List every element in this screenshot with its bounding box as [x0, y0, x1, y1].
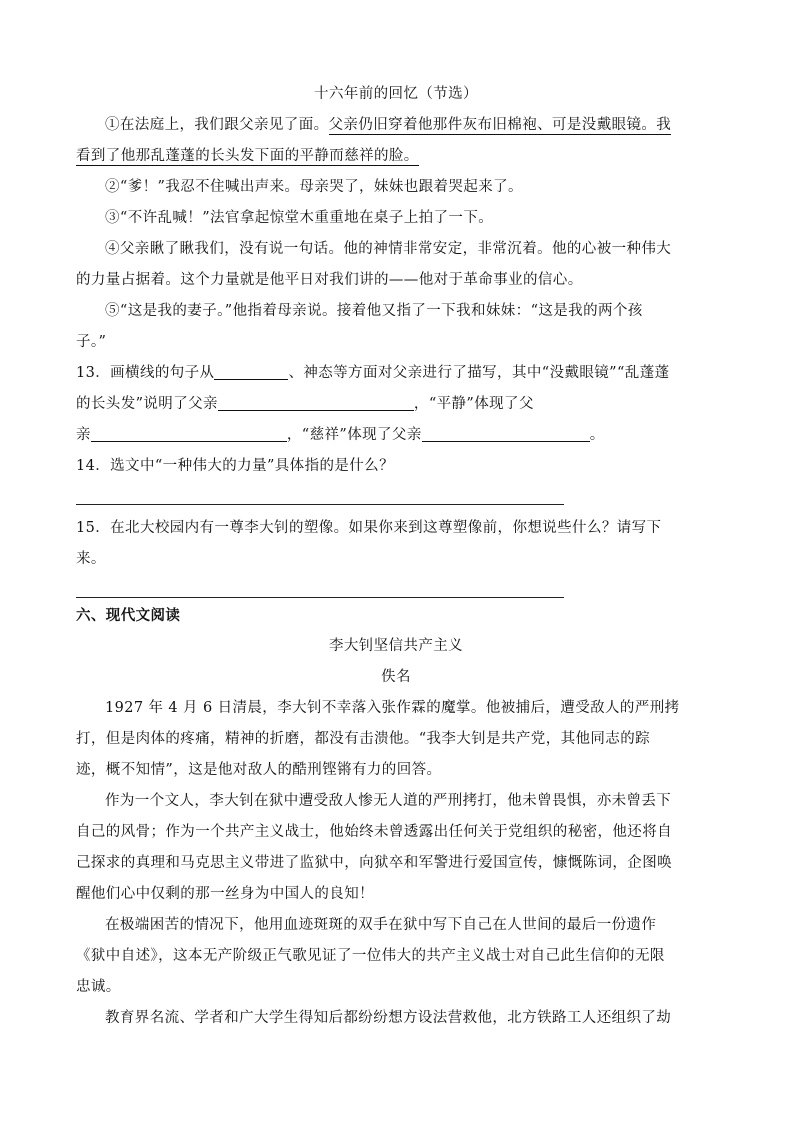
underlined-sentence-part-2: 看到了他那乱蓬蓬的长头发下面的平静而慈祥的脸。: [76, 148, 419, 164]
answer-line-question-15[interactable]: [76, 597, 564, 598]
answer-blank-4[interactable]: [422, 424, 590, 442]
paragraph-2: ②“爹！”我忍不住喊出声来。母亲哭了，妹妹也跟着哭起来了。: [105, 179, 523, 195]
question-13-line-2: [76, 389, 716, 420]
article-paragraph-2-line-3: 己探求的真理和马克思主义带进了监狱中，向狱卒和军警进行爱国宣传，慷慨陈词，企图唤: [76, 855, 672, 871]
answer-blank-2[interactable]: [218, 393, 414, 411]
article-author: 佚名: [381, 669, 411, 685]
article-paragraph-1-line-2: 打，但是肉体的疼痛，精神的折磨，都没有击溃他。“我李大钊是共产党，其他同志的踪: [76, 731, 651, 747]
paragraph-5-line-1: ⑤“这是我的妻子。”他指着母亲说。接着他又指了一下我和妹妹：“这是我的两个孩: [105, 303, 643, 319]
article-paragraph-2-line-2: 自己的风骨；作为一个共产主义战士，他始终未曾透露出任何关于党组织的秘密，他还将自: [76, 824, 672, 840]
question-13-line-3: [76, 420, 716, 451]
article-paragraph-2-line-1: 作为一个文人，李大钊在狱中遭受敌人惨无人道的严刑拷打，他未曾畏惧，亦未曾丢下: [105, 793, 672, 809]
question-13-text-e: 亲: [76, 427, 91, 443]
answer-line-question-14[interactable]: [76, 504, 564, 505]
underlined-sentence-part-1: 父亲仍旧穿着他那件灰布旧棉袍、可是没戴眼镜。我: [328, 117, 672, 133]
paragraph-3: ③“不许乱喊！”法官拿起惊堂木重重地在桌子上拍了一下。: [105, 210, 494, 226]
document-content-lower: [76, 513, 716, 575]
passage-title: 十六年前的回忆（节选）: [314, 86, 478, 102]
paragraph-1-line-2: [76, 141, 716, 172]
question-13-text-a: 13．画横线的句子从: [76, 365, 215, 381]
question-15-line-1: 15．在北大校园内有一尊李大钊的塑像。如果你来到这尊塑像前，你想说些什么？请写下: [76, 520, 662, 536]
paragraph-5-line-2: 子。”: [76, 334, 107, 350]
question-13-line-1: [76, 358, 716, 389]
question-13-text-b: 、神态等方面对父亲进行了描写，其中“没戴眼镜”“乱蓬蓬: [288, 365, 670, 381]
article-paragraph-1-line-1: 1927 年 4 月 6 日清晨，李大钊不幸落入张作霖的魔掌。他被捕后，遭受敌人的严刑拷: [105, 700, 680, 716]
question-13-text-d: ，“平静”体现了父: [413, 396, 534, 412]
question-15-line-2: 来。: [76, 551, 106, 567]
article-title: 李大钊坚信共产主义: [328, 638, 464, 654]
paragraph-1-start: ①在法庭上，我们跟父亲见了面。: [105, 117, 329, 133]
section-6-heading: 六、现代文阅读: [76, 607, 181, 624]
document-content: [76, 79, 716, 482]
question-13-text-c: 的长头发”说明了父亲: [76, 396, 218, 412]
article-paragraph-3-line-2: 《狱中自述》，这本无产阶级正气歌见证了一位伟大的共产主义战士对自己此生信仰的无限: [76, 948, 665, 964]
answer-blank-1[interactable]: [214, 362, 288, 380]
article-paragraph-2-line-4: 醒他们心中仅剩的那一丝身为中国人的良知！: [76, 886, 374, 902]
question-13-text-f: ，“慈祥”体现了父亲: [286, 427, 422, 443]
question-13-text-g: 。: [589, 427, 605, 443]
paragraph-1-line-1: [76, 110, 716, 141]
document-content-section-6: [76, 600, 716, 1034]
article-paragraph-3-line-3: 忠诚。: [76, 979, 121, 995]
question-14: 14．选文中“一种伟大的力量”具体指的是什么？: [76, 458, 394, 474]
article-paragraph-3-line-1: 在极端困苦的情况下，他用血迹斑斑的双手在狱中写下自己在人世间的最后一份遗作: [105, 917, 657, 933]
paragraph-4-line-1: ④父亲瞅了瞅我们，没有说一句话。他的神情非常安定，非常沉着。他的心被一种伟大: [105, 241, 672, 257]
answer-blank-3[interactable]: [91, 424, 287, 442]
paragraph-4-line-2: 的力量占据着。这个力量就是他平日对我们讲的——他对于革命事业的信心。: [76, 272, 583, 288]
article-paragraph-4-line-1: 教育界名流、学者和广大学生得知后都纷纷想方设法营救他，北方铁路工人还组织了劫: [105, 1010, 672, 1026]
article-paragraph-1-line-3: 迹，概不知情”，这是他对敌人的酷刑铿锵有力的回答。: [76, 762, 442, 778]
